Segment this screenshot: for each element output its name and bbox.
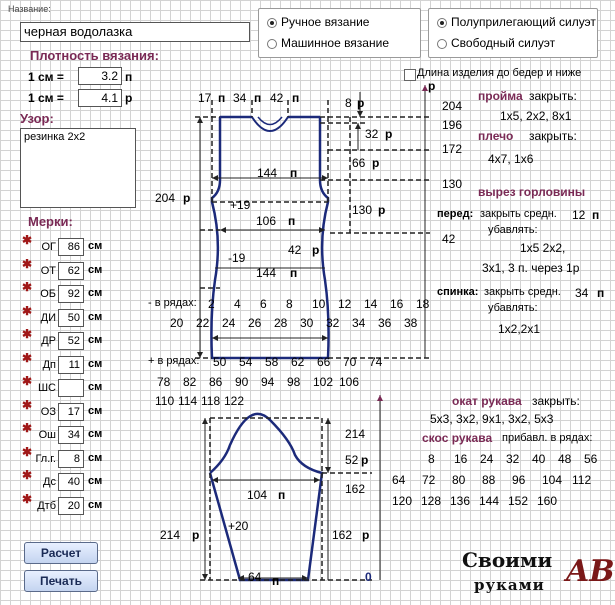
zero-mark: 0 [365,570,372,584]
front-dec2: 3х1, 3 п. через 1р [482,261,580,275]
measurement-unit: см [88,240,103,252]
knit-type-group [258,8,421,58]
increase-row-value: 122 [224,394,245,408]
waist-rows: 130 [352,203,373,217]
front-label: перед: [437,208,474,220]
decrease-row-value: 38 [404,316,418,330]
required-star-icon: ✱ [22,350,33,365]
density-stitches-input[interactable]: 3.2 [78,67,122,85]
body-height: 204 [155,191,176,205]
sleeve-bevel-row: 16 [454,452,468,466]
pattern-textarea[interactable]: резинка 2х2 [20,128,136,208]
measurement-input[interactable]: 92 [58,285,84,303]
scale-value: 196 [442,118,463,132]
scale-value: 130 [442,177,463,191]
top-width-1: 17 [198,91,212,105]
logo-line1: Своими [462,548,553,572]
shoulder-rows: 8 [345,96,352,110]
measurement-input[interactable]: 62 [58,262,84,280]
inc-mark: +19 [230,198,251,212]
measurement-input[interactable]: 50 [58,309,84,327]
measurement-input[interactable]: 17 [58,403,84,421]
increase-rows-label: + в рядах: [148,355,200,367]
measurement-label: ОТ [40,264,56,277]
cap-height-unit: р [361,453,369,467]
back-close-value: 34 [575,286,589,300]
decrease-row-value: 12 [338,297,352,311]
hip-rows: 42 [288,243,302,257]
measurements-title: Мерки: [28,214,73,229]
sleeve-bevel-row: 48 [558,452,572,466]
measurement-unit: см [88,498,103,511]
measurement-label: Дтб [37,499,56,512]
bottom-width: 144 [256,266,277,280]
increase-row-value: 90 [235,375,249,389]
dec-mark: -19 [228,251,246,265]
top-width-1-unit: п [218,91,226,105]
increase-row-value: 86 [209,375,223,389]
density-row2-unit: р [125,91,133,105]
calc-button[interactable]: Расчет [24,542,98,564]
decrease-row-value: 4 [234,297,241,311]
measurement-label: ДИ [40,311,56,324]
knit-type-hand-label[interactable]: Ручное вязание [281,15,370,29]
sleeve-bevel-row: 112 [572,473,592,487]
sleeve-bevel-row: 64 [392,473,406,487]
increase-row-value: 58 [265,355,279,369]
decrease-row-value: 10 [312,297,326,311]
sleeve-bevel-row: 136 [450,494,471,508]
increase-row-value: 98 [287,375,301,389]
measurement-input[interactable] [58,379,84,397]
name-label: Название: [8,4,51,14]
sleeve-bevel-row: 8 [428,452,435,466]
body-diagram [140,80,440,380]
measurement-label: ДР [41,335,56,347]
required-star-icon: ✱ [22,374,33,388]
decrease-rows-label: - в рядах: [148,297,197,309]
increase-row-value: 78 [157,375,171,389]
measurement-label: ОБ [40,288,56,300]
decrease-row-value: 8 [286,297,293,311]
back-close-unit: п [597,286,605,300]
sleeve-bevel-row: 96 [512,473,526,487]
logo-line2: руками [474,576,545,594]
measurement-unit: см [88,475,103,487]
sleeve-bevel-row: 160 [537,494,558,508]
armhole-depth: 32 [365,127,379,141]
required-star-icon: ✱ [22,444,33,459]
measurement-unit: см [88,287,103,299]
measurement-label: Дп [42,358,56,371]
hip-rows-unit: р [312,243,320,257]
armhole-values: 1х5, 2х2, 8х1 [500,109,572,123]
measurement-unit: см [88,334,103,346]
measurement-input[interactable]: 11 [58,356,84,374]
sleeve-bevel-title: скос рукава [422,431,493,445]
front-close-label: закрыть средн. [480,208,557,220]
upper-rows: 162 [345,482,366,496]
sleeve-total: 214 [160,528,181,542]
increase-row-value: 74 [369,355,383,369]
sleeve-guides [200,418,372,580]
density-title: Плотность вязания: [30,48,159,63]
sleeve-bevel-row: 152 [508,494,529,508]
sleeve-bevel-row: 144 [479,494,500,508]
increase-row-value: 82 [183,375,197,389]
top-width-3-unit: п [292,91,300,105]
decrease-row-value: 6 [260,297,267,311]
sleeve-total-unit: р [192,528,200,542]
required-star-icon: ✱ [22,468,33,482]
cap-height: 52 [345,453,359,467]
front-dec-label: убавлять: [488,224,538,236]
waist-rows-unit: р [378,203,386,217]
measurement-unit: см [88,404,103,417]
measurement-unit: см [88,381,103,393]
required-star-icon: ✱ [22,233,33,247]
back-close-label: закрыть средн. [484,286,561,298]
silhouette-radio-semi[interactable] [437,18,447,28]
increase-row-value: 66 [317,355,331,369]
body-height-unit: р [183,191,191,205]
required-star-icon: ✱ [22,327,33,341]
measurement-label: Гл.г. [35,452,56,465]
armhole-rows-unit: р [372,156,380,170]
increase-row-value: 54 [239,355,253,369]
pattern-title: Узор: [20,111,54,126]
sleeve-cap-close-label: закрыть: [532,394,580,408]
upper-width: 104 [247,488,268,502]
print-button[interactable]: Печать [24,570,98,592]
measurement-unit: см [88,451,103,464]
silhouette-free-label[interactable]: Свободный силуэт [451,36,556,50]
increase-row-value: 114 [178,394,198,408]
decrease-row-value: 18 [416,297,430,311]
decrease-row-value: 20 [170,316,184,330]
increase-row-value: 118 [201,394,221,408]
sleeve-bevel-row: 56 [584,452,598,466]
density-row2-label: 1 см = [28,91,64,105]
measurement-input[interactable]: 8 [58,450,84,468]
required-star-icon: ✱ [22,491,33,506]
bottom-width-unit: п [290,266,298,280]
cap-rows: 214 [345,427,366,441]
decrease-row-value: 22 [196,316,210,330]
sleeve-bevel-row: 32 [506,452,520,466]
front-close-value: 12 [572,208,586,222]
measurement-unit: см [88,428,103,440]
sleeve-bevel-row: 72 [422,473,436,487]
density-row1-unit: п [125,70,133,84]
waist-width: 106 [256,214,277,228]
top-width-3: 42 [270,91,284,105]
logo-mark: AB [566,554,615,589]
measurement-input[interactable]: 40 [58,473,84,491]
increase-row-value: 94 [261,375,275,389]
measurement-label: ОГ [41,241,56,253]
scale-value: 204 [442,99,463,113]
knit-type-machine-label[interactable]: Машинное вязание [281,36,389,50]
measurement-unit: см [88,263,103,276]
waist-width-unit: п [288,214,296,228]
decrease-row-value: 14 [364,297,378,311]
name-input[interactable]: черная водолазка [20,22,250,42]
chest-width: 144 [257,166,278,180]
neckline-title: вырез горловины [478,185,586,199]
armhole-rows: 66 [352,156,366,170]
sleeve-bevel-label: прибавл. в рядах: [502,432,593,444]
armhole-depth-unit: р [385,127,393,141]
shoulder-close-label: закрыть: [529,129,577,143]
lower-rows-unit: р [362,528,370,542]
measurement-label: Ош [38,429,56,441]
decrease-row-value: 32 [326,316,340,330]
decrease-row-value: 36 [378,316,392,330]
scale-value: 172 [442,142,463,156]
density-row1-label: 1 см = [28,70,64,84]
decrease-row-value: 34 [352,316,366,330]
increase-row-value: 62 [291,355,305,369]
sleeve-cap-title: окат рукава [452,394,522,408]
increase-row-value: 50 [213,355,227,369]
front-close-unit: п [592,208,600,222]
sleeve-inc-mark: +20 [228,519,249,533]
measurement-input[interactable]: 34 [58,426,84,444]
shoulder-rows-unit: р [357,96,365,110]
measurement-label: Дс [43,476,56,488]
sleeve-cap-values: 5х3, 3х2, 9х1, 3х2, 5х3 [430,412,554,426]
upper-width-unit: п [278,488,286,502]
required-star-icon: ✱ [22,256,33,271]
chest-width-unit: п [290,166,298,180]
increase-row-value: 106 [339,375,360,389]
sleeve-bevel-row: 40 [532,452,546,466]
silhouette-radio-free[interactable] [437,39,447,49]
back-dec-label: убавлять: [488,302,538,314]
armhole-close-label: закрыть: [529,89,577,103]
measurement-input[interactable]: 20 [58,497,84,515]
increase-row-value: 102 [313,375,334,389]
lower-rows: 162 [332,528,353,542]
cuff-width: 64 [248,570,262,584]
required-star-icon: ✱ [22,280,33,294]
sleeve-bevel-row: 104 [542,473,563,487]
decrease-row-value: 26 [248,316,262,330]
decrease-row-value: 28 [274,316,288,330]
increase-row-value: 110 [155,394,175,408]
sleeve-bevel-row: 88 [482,473,496,487]
silhouette-semi-label[interactable]: Полуприлегающий силуэт [451,15,596,29]
sleeve-bevel-row: 128 [421,494,442,508]
scale-value: 42 [442,232,456,246]
required-star-icon: ✱ [22,397,33,412]
density-rows-input[interactable]: 4.1 [78,89,122,107]
length-checkbox-label[interactable]: Длина изделия до бедер и ниже [417,67,582,79]
scale-unit: р [428,79,436,93]
sleeve-bevel-row: 120 [392,494,413,508]
silhouette-group [428,8,598,58]
measurement-unit: см [88,310,103,323]
decrease-row-value: 2 [208,297,215,311]
decrease-row-value: 16 [390,297,404,311]
top-width-2-unit: п [254,91,262,105]
knit-type-radio-machine[interactable] [267,39,277,49]
measurement-input[interactable]: 52 [58,332,84,350]
sleeve-bevel-row: 80 [452,473,466,487]
decrease-row-value: 30 [300,316,314,330]
top-width-2: 34 [233,91,247,105]
back-label: спинка: [437,286,479,298]
measurement-input[interactable]: 86 [58,238,84,256]
increase-row-value: 70 [343,355,357,369]
shoulder-title: плечо [478,129,514,143]
back-dec: 1х2,2х1 [498,322,541,336]
measurement-label: ОЗ [40,405,56,418]
decrease-row-value: 24 [222,316,236,330]
knit-type-radio-hand[interactable] [267,18,277,28]
measurement-unit: см [88,357,103,370]
sleeve-bevel-row: 24 [480,452,494,466]
required-star-icon: ✱ [22,303,33,318]
measurement-label: ШС [37,382,56,394]
armhole-title: пройма [478,89,523,103]
shoulder-values: 4х7, 1х6 [488,152,534,166]
cuff-width-unit: п [272,574,280,588]
front-dec: 1х5 2х2, [520,241,566,255]
required-star-icon: ✱ [22,421,33,435]
